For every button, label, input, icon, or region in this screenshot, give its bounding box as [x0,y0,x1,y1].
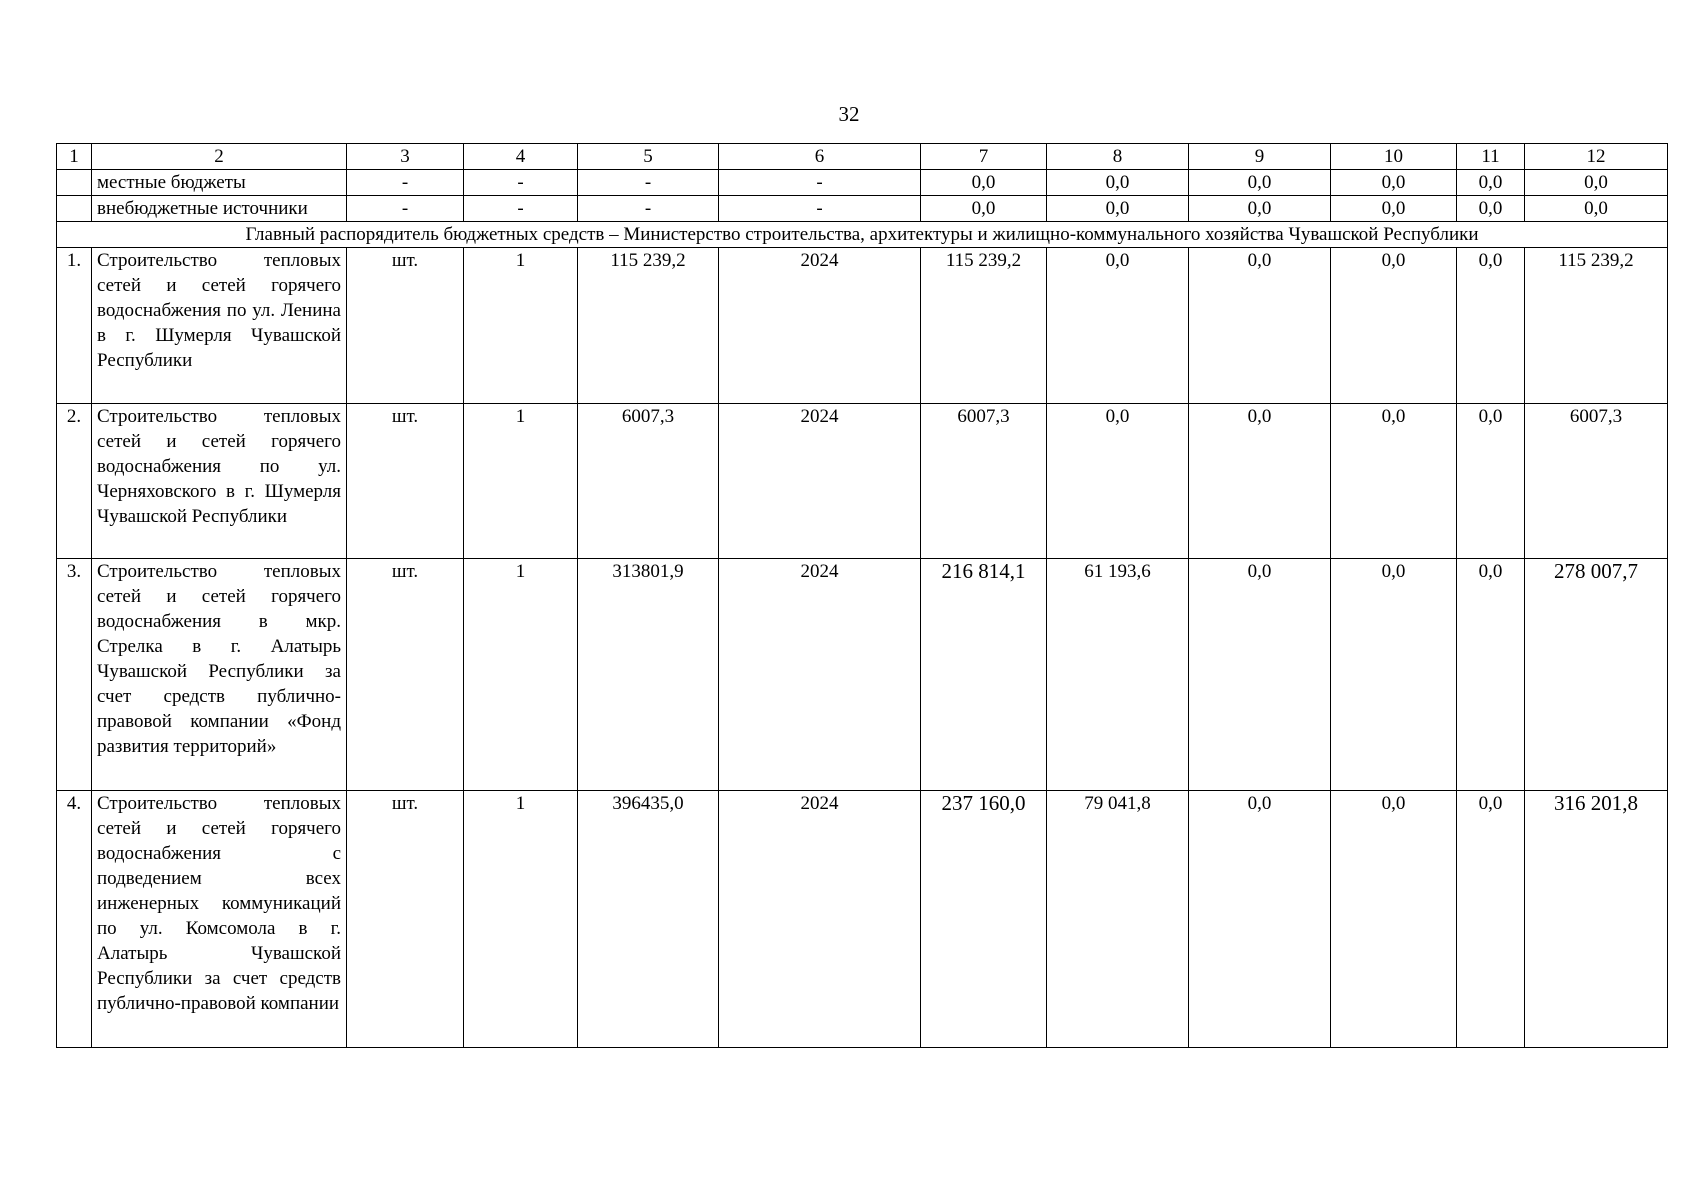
cell: 237 160,0 [921,791,1047,1048]
header-cell: 10 [1331,144,1457,170]
cell: 0,0 [1457,559,1525,791]
table-row [57,248,1668,404]
year: 2024 [719,404,921,559]
budget-table [56,143,1668,1048]
quantity: 1 [464,404,578,559]
cell: 0,0 [1189,248,1331,404]
cell: - [464,196,578,222]
cell: 0,0 [1457,170,1525,196]
quantity: 1 [464,559,578,791]
header-cell: 8 [1047,144,1189,170]
cost: 396435,0 [578,791,719,1048]
header-cell: 6 [719,144,921,170]
page-number: 32 [838,102,860,126]
cell: 0,0 [1457,248,1525,404]
funding-row-extrabudgetary [57,196,1668,222]
cell: 0,0 [1331,170,1457,196]
cell: 0,0 [1457,404,1525,559]
header-cell: 4 [464,144,578,170]
section-row [57,222,1668,248]
quantity: 1 [464,791,578,1048]
cell: 0,0 [921,170,1047,196]
cell: - [347,196,464,222]
funding-source-name: местные бюджеты [92,170,347,196]
cell: 0,0 [1189,404,1331,559]
row-number: 4. [57,791,92,1048]
year: 2024 [719,791,921,1048]
cell: 0,0 [1525,196,1668,222]
object-name: Строительство тепловых сетей и сетей горячего водоснабжения по ул. Черняховского в г. Шумерля Чувашской Республики [92,404,347,559]
row-number: 3. [57,559,92,791]
cost: 115 239,2 [578,248,719,404]
cell: 0,0 [1047,248,1189,404]
cell: 316 201,8 [1525,791,1668,1048]
header-cell: 12 [1525,144,1668,170]
cell: 6007,3 [1525,404,1668,559]
unit: шт. [347,404,464,559]
cost: 313801,9 [578,559,719,791]
header-cell: 7 [921,144,1047,170]
unit: шт. [347,248,464,404]
cell: - [578,196,719,222]
row-number: 1. [57,248,92,404]
header-cell: 9 [1189,144,1331,170]
table-row [57,791,1668,1048]
cell: 0,0 [921,196,1047,222]
cell: 0,0 [1047,404,1189,559]
cell: 115 239,2 [1525,248,1668,404]
header-cell: 1 [57,144,92,170]
header-cell: 5 [578,144,719,170]
funding-row-local [57,170,1668,196]
cell: 216 814,1 [921,559,1047,791]
cell: 0,0 [1331,248,1457,404]
cell: 278 007,7 [1525,559,1668,791]
cell: 6007,3 [921,404,1047,559]
cell: 61 193,6 [1047,559,1189,791]
cell: 0,0 [1189,791,1331,1048]
cell: 115 239,2 [921,248,1047,404]
quantity: 1 [464,248,578,404]
header-cell: 2 [92,144,347,170]
cell: 0,0 [1457,196,1525,222]
cell: - [347,170,464,196]
object-name: Строительство тепловых сетей и сетей горячего водоснабжения в мкр. Стрелка в г. Алатырь Чувашской Республики за счет средств публично-правовой компании «Фонд развития территорий» [92,559,347,791]
header-cell: 3 [347,144,464,170]
header-cell: 11 [1457,144,1525,170]
table-row [57,559,1668,791]
object-name: Строительство тепловых сетей и сетей горячего водоснабжения по ул. Ленина в г. Шумерля Чувашской Республики [92,248,347,404]
unit: шт. [347,559,464,791]
row-number: 2. [57,404,92,559]
cell: 0,0 [1331,404,1457,559]
cell: 0,0 [1331,559,1457,791]
cell: - [719,196,921,222]
object-name: Строительство тепловых сетей и сетей горячего водоснабжения с подведением всех инженерных коммуникаций по ул. Комсомола в г. Алатырь Чувашской Республики за счет средств публично-правовой компании [92,791,347,1048]
cell: 0,0 [1331,196,1457,222]
header-row [57,144,1668,170]
unit: шт. [347,791,464,1048]
cell: 0,0 [1047,196,1189,222]
cell: 0,0 [1189,196,1331,222]
cell: 0,0 [1047,170,1189,196]
cell: - [464,170,578,196]
table-row [57,404,1668,559]
funding-source-name: внебюджетные источники [92,196,347,222]
cell: 0,0 [1331,791,1457,1048]
section-title: Главный распорядитель бюджетных средств – Министерство строительства, архитектуры и жилищно-коммунального хозяйства Чувашской Республики [57,222,1668,248]
cell: 0,0 [1457,791,1525,1048]
cell: 0,0 [1525,170,1668,196]
cell: - [719,170,921,196]
cell: 0,0 [1189,170,1331,196]
year: 2024 [719,248,921,404]
cell: 0,0 [1189,559,1331,791]
cost: 6007,3 [578,404,719,559]
cell: 79 041,8 [1047,791,1189,1048]
year: 2024 [719,559,921,791]
cell: - [578,170,719,196]
